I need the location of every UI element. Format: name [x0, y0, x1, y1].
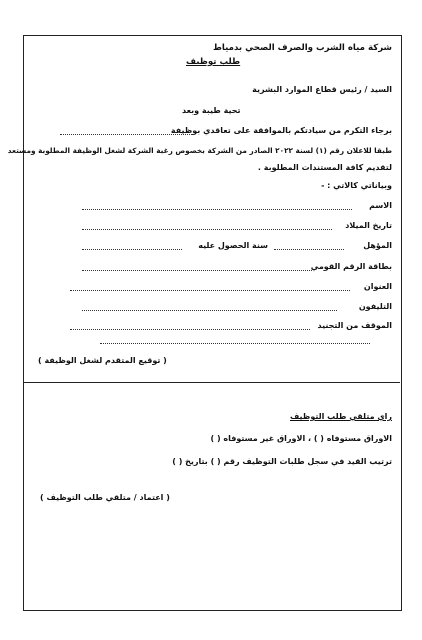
field-address-label: العنوان [363, 282, 392, 291]
company-name: شركة مياه الشرب والصرف الصحي بدمياط [212, 43, 392, 53]
greeting: تحية طيبة وبعد [182, 106, 241, 115]
year-obtained-field[interactable] [82, 249, 182, 250]
birth-date-field[interactable] [82, 229, 332, 230]
section-divider [23, 382, 400, 384]
field-military-label: الموقف من التجنيد [317, 321, 392, 330]
field-phone-label: التليفون [358, 302, 392, 311]
approval-signature-label: ( اعتماد / متلقي طلب التوظيف ) [40, 493, 170, 502]
details-intro: وبياناتي كالاتي : - [321, 181, 392, 190]
request-paragraph: برجاء التكرم من سيادتكم بالموافقة على تعاقدي بوظيفة [170, 126, 392, 135]
job-title-line[interactable] [60, 134, 192, 135]
announcement-paragraph: طبقا للاعلان رقم (١) لسنة ٢٠٢٢ الصادر من الشركة بخصوص رغبة الشركة لشغل الوظيفة المطلوبة ومستعد [7, 146, 392, 155]
register-line: ترتيب القيد في سجل طلبات التوظيف رقم ( ) بتاريخ ( ) [172, 457, 392, 466]
phone-field[interactable] [82, 310, 337, 311]
receiver-opinion-title: راي متلقي طلب التوظيف [290, 412, 392, 421]
field-birth-date-label: تاريخ الميلاد [345, 221, 392, 230]
qualification-field[interactable] [274, 249, 344, 250]
field-qualification-label: المؤهل [363, 241, 392, 250]
military-status-field[interactable] [70, 329, 310, 330]
documents-paragraph: لتقديم كافة المستندات المطلوبة . [257, 163, 392, 172]
extra-line[interactable] [100, 343, 370, 344]
addressee: السيد / رئيس قطاع الموارد البشرية [252, 85, 392, 94]
field-year-label: سنة الحصول عليه [198, 241, 268, 250]
name-field[interactable] [82, 209, 352, 210]
applicant-signature-label: ( توقيع المتقدم لشغل الوظيفة ) [38, 356, 167, 365]
form-title: طلب توظيف [186, 57, 241, 67]
papers-status-line: الاوراق مستوفاه ( ) ، الاوراق غير مستوفاه ( ) [210, 434, 392, 443]
address-field[interactable] [70, 290, 350, 291]
field-name-label: الاسم [369, 201, 392, 210]
field-national-id-label: بطاقة الرقم القومي [310, 262, 392, 271]
national-id-field[interactable] [82, 270, 312, 271]
